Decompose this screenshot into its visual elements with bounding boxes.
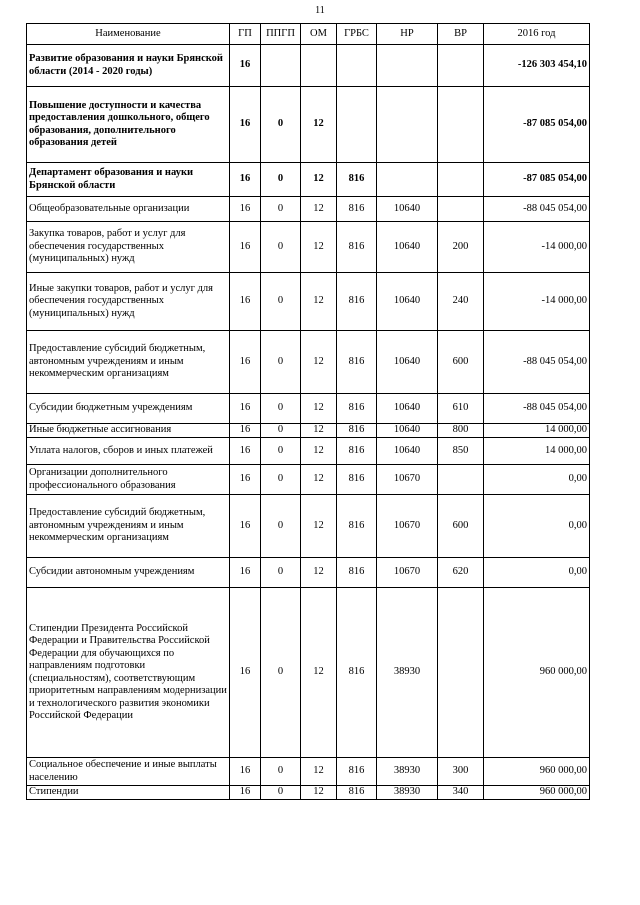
cell-ppgp: 0 — [261, 786, 301, 800]
cell-om: 12 — [301, 331, 337, 394]
cell-grbs: 816 — [337, 273, 377, 331]
cell-gp: 16 — [230, 197, 261, 222]
cell-om: 12 — [301, 163, 337, 197]
cell-name: Предоставление субсидий бюджетным, автономным учреждениям и иным некоммерческим организациям — [27, 331, 230, 394]
cell-amount: 960 000,00 — [484, 588, 590, 758]
cell-om — [301, 45, 337, 87]
cell-ppgp: 0 — [261, 87, 301, 163]
cell-amount: 0,00 — [484, 495, 590, 558]
cell-name: Социальное обеспечение и иные выплаты населению — [27, 758, 230, 786]
cell-amount: -126 303 454,10 — [484, 45, 590, 87]
cell-gp: 16 — [230, 87, 261, 163]
cell-nr: 38930 — [377, 588, 438, 758]
cell-grbs: 816 — [337, 558, 377, 588]
header-row — [27, 24, 590, 45]
cell-name: Уплата налогов, сборов и иных платежей — [27, 438, 230, 465]
cell-vr — [438, 197, 484, 222]
cell-gp: 16 — [230, 222, 261, 273]
cell-om: 12 — [301, 588, 337, 758]
cell-grbs: 816 — [337, 495, 377, 558]
cell-nr: 10670 — [377, 465, 438, 495]
cell-nr: 38930 — [377, 758, 438, 786]
cell-nr: 10670 — [377, 495, 438, 558]
table-row — [27, 273, 590, 331]
cell-amount: 0,00 — [484, 465, 590, 495]
cell-grbs: 816 — [337, 394, 377, 424]
cell-om: 12 — [301, 222, 337, 273]
cell-name: Стипендии — [27, 786, 230, 800]
cell-grbs: 816 — [337, 424, 377, 438]
cell-om: 12 — [301, 273, 337, 331]
cell-vr: 200 — [438, 222, 484, 273]
cell-om: 12 — [301, 465, 337, 495]
header-om: ОМ — [301, 24, 337, 45]
header-ppgp: ППГП — [261, 24, 301, 45]
cell-nr: 10640 — [377, 438, 438, 465]
cell-gp: 16 — [230, 588, 261, 758]
cell-grbs: 816 — [337, 163, 377, 197]
page-number: 11 — [315, 5, 325, 16]
cell-vr: 600 — [438, 331, 484, 394]
cell-ppgp: 0 — [261, 394, 301, 424]
cell-vr: 800 — [438, 424, 484, 438]
cell-vr — [438, 465, 484, 495]
cell-amount: 14 000,00 — [484, 438, 590, 465]
cell-nr: 10640 — [377, 424, 438, 438]
table-row — [27, 465, 590, 495]
cell-name: Иные бюджетные ассигнования — [27, 424, 230, 438]
cell-amount: -88 045 054,00 — [484, 331, 590, 394]
cell-amount: 960 000,00 — [484, 786, 590, 800]
budget-table — [26, 23, 590, 800]
cell-om: 12 — [301, 495, 337, 558]
cell-vr — [438, 45, 484, 87]
cell-amount: 14 000,00 — [484, 424, 590, 438]
table-row — [27, 163, 590, 197]
cell-name: Закупка товаров, работ и услуг для обеспечения государственных (муниципальных) нужд — [27, 222, 230, 273]
table-row — [27, 424, 590, 438]
cell-vr: 240 — [438, 273, 484, 331]
cell-ppgp: 0 — [261, 758, 301, 786]
cell-om: 12 — [301, 197, 337, 222]
cell-om: 12 — [301, 438, 337, 465]
cell-ppgp: 0 — [261, 558, 301, 588]
cell-gp: 16 — [230, 495, 261, 558]
cell-amount: -88 045 054,00 — [484, 197, 590, 222]
table-row — [27, 45, 590, 87]
cell-nr — [377, 87, 438, 163]
cell-vr: 340 — [438, 786, 484, 800]
header-gp: ГП — [230, 24, 261, 45]
cell-gp: 16 — [230, 273, 261, 331]
cell-name: Субсидии автономным учреждениям — [27, 558, 230, 588]
cell-gp: 16 — [230, 163, 261, 197]
cell-gp: 16 — [230, 758, 261, 786]
table-row — [27, 588, 590, 758]
cell-name: Стипендии Президента Российской Федерации и Правительства Российской Федерации для обучающихся по направлениям подготовки (специальностям), соответствующим приоритетным направлениям модернизации и технологического развития экономики Российской Федерации — [27, 588, 230, 758]
cell-grbs: 816 — [337, 222, 377, 273]
cell-nr: 10640 — [377, 273, 438, 331]
cell-name: Предоставление субсидий бюджетным, автономным учреждениям и иным некоммерческим организациям — [27, 495, 230, 558]
table-row — [27, 438, 590, 465]
cell-ppgp: 0 — [261, 222, 301, 273]
cell-grbs: 816 — [337, 438, 377, 465]
table-row — [27, 197, 590, 222]
cell-gp: 16 — [230, 438, 261, 465]
cell-gp: 16 — [230, 394, 261, 424]
cell-name: Развитие образования и науки Брянской области (2014 - 2020 годы) — [27, 45, 230, 87]
cell-ppgp: 0 — [261, 163, 301, 197]
cell-nr: 38930 — [377, 786, 438, 800]
cell-ppgp: 0 — [261, 273, 301, 331]
cell-ppgp: 0 — [261, 588, 301, 758]
cell-ppgp: 0 — [261, 438, 301, 465]
cell-amount: -88 045 054,00 — [484, 394, 590, 424]
cell-vr: 300 — [438, 758, 484, 786]
cell-grbs: 816 — [337, 331, 377, 394]
cell-gp: 16 — [230, 424, 261, 438]
cell-amount: 960 000,00 — [484, 758, 590, 786]
cell-ppgp: 0 — [261, 424, 301, 438]
cell-vr: 610 — [438, 394, 484, 424]
cell-name: Субсидии бюджетным учреждениям — [27, 394, 230, 424]
cell-amount: -14 000,00 — [484, 273, 590, 331]
cell-vr: 620 — [438, 558, 484, 588]
cell-om: 12 — [301, 558, 337, 588]
cell-gp: 16 — [230, 331, 261, 394]
cell-ppgp: 0 — [261, 197, 301, 222]
cell-gp: 16 — [230, 465, 261, 495]
table-row — [27, 222, 590, 273]
table-row — [27, 394, 590, 424]
cell-om: 12 — [301, 758, 337, 786]
table-row — [27, 87, 590, 163]
cell-name: Департамент образования и науки Брянской области — [27, 163, 230, 197]
cell-ppgp: 0 — [261, 331, 301, 394]
cell-gp: 16 — [230, 786, 261, 800]
cell-amount: -87 085 054,00 — [484, 87, 590, 163]
cell-name: Организации дополнительного профессионального образования — [27, 465, 230, 495]
table-row — [27, 786, 590, 800]
cell-nr: 10640 — [377, 222, 438, 273]
cell-ppgp — [261, 45, 301, 87]
table-row — [27, 758, 590, 786]
header-year: 2016 год — [484, 24, 590, 45]
cell-nr: 10640 — [377, 331, 438, 394]
cell-grbs — [337, 87, 377, 163]
cell-om: 12 — [301, 786, 337, 800]
cell-grbs: 816 — [337, 197, 377, 222]
cell-amount: -87 085 054,00 — [484, 163, 590, 197]
cell-om: 12 — [301, 394, 337, 424]
cell-vr — [438, 588, 484, 758]
cell-nr — [377, 163, 438, 197]
cell-nr: 10670 — [377, 558, 438, 588]
cell-vr: 850 — [438, 438, 484, 465]
cell-grbs: 816 — [337, 758, 377, 786]
header-grbs: ГРБС — [337, 24, 377, 45]
cell-om: 12 — [301, 424, 337, 438]
cell-om: 12 — [301, 87, 337, 163]
cell-ppgp: 0 — [261, 495, 301, 558]
cell-name: Общеобразовательные организации — [27, 197, 230, 222]
cell-vr — [438, 87, 484, 163]
cell-name: Иные закупки товаров, работ и услуг для обеспечения государственных (муниципальных) нужд — [27, 273, 230, 331]
cell-amount: -14 000,00 — [484, 222, 590, 273]
table-row — [27, 495, 590, 558]
cell-name: Повышение доступности и качества предоставления дошкольного, общего образования, дополнительного образования детей — [27, 87, 230, 163]
table-row — [27, 558, 590, 588]
header-vr: ВР — [438, 24, 484, 45]
cell-gp: 16 — [230, 45, 261, 87]
cell-ppgp: 0 — [261, 465, 301, 495]
table-row — [27, 331, 590, 394]
cell-nr: 10640 — [377, 197, 438, 222]
cell-grbs: 816 — [337, 465, 377, 495]
cell-nr: 10640 — [377, 394, 438, 424]
cell-gp: 16 — [230, 558, 261, 588]
cell-grbs: 816 — [337, 786, 377, 800]
header-nr: НР — [377, 24, 438, 45]
cell-grbs: 816 — [337, 588, 377, 758]
header-name: Наименование — [27, 24, 230, 45]
cell-amount: 0,00 — [484, 558, 590, 588]
cell-nr — [377, 45, 438, 87]
cell-vr: 600 — [438, 495, 484, 558]
cell-vr — [438, 163, 484, 197]
cell-grbs — [337, 45, 377, 87]
